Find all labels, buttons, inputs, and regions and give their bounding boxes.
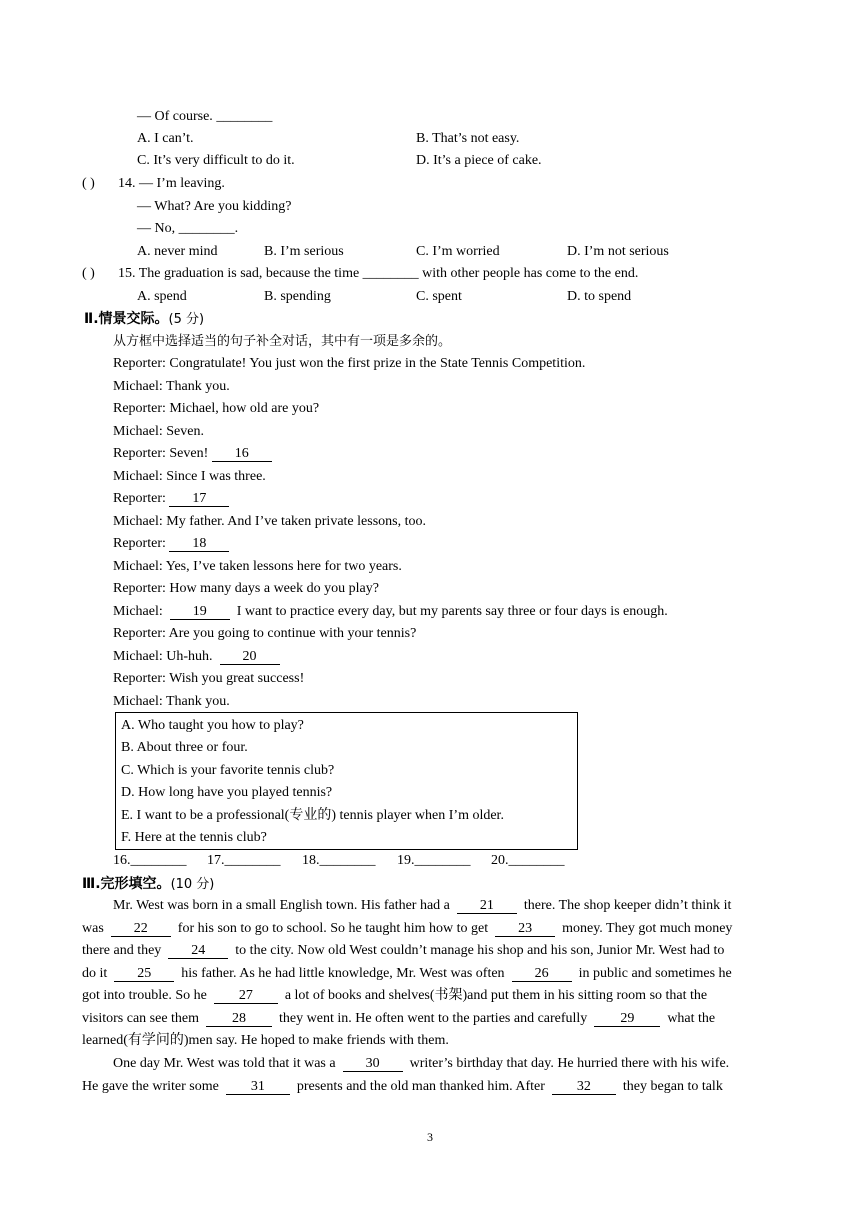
dialogue-line: Michael: Uh-huh. 20 (113, 648, 280, 666)
blank-28[interactable]: 28 (206, 1011, 272, 1027)
q13-reply: — Of course. ________ (137, 109, 273, 124)
option-e: E. I want to be a professional(专业的) tennis player when I’m older. (121, 808, 504, 823)
dialogue-line: Reporter: Seven! 16 (113, 445, 272, 463)
blank-32[interactable]: 32 (552, 1079, 616, 1095)
section3-score: (10 分) (170, 877, 215, 892)
passage-line: He gave the writer some 31 presents and the old man thanked him. After 32 they began to talk (82, 1079, 723, 1094)
dialogue-line: Reporter: Wish you great success! (113, 671, 305, 686)
answer-20[interactable]: 20.________ (491, 853, 565, 868)
blank-23[interactable]: 23 (495, 921, 555, 937)
section2-score: (5 分) (168, 312, 205, 327)
q14-option-a: A. never mind (137, 244, 218, 259)
q13-option-c: C. It’s very difficult to do it. (137, 153, 295, 168)
dialogue-line: Reporter: 17 (113, 490, 229, 508)
blank-20[interactable]: 20 (220, 649, 280, 665)
blank-21[interactable]: 21 (457, 898, 517, 914)
passage-line: there and they 24 to the city. Now old West couldn’t manage his shop and his son, Junior Mr. West had to (82, 943, 725, 958)
dialogue-line: Michael: My father. And I’ve taken private lessons, too. (113, 514, 426, 529)
dialogue-line: Michael: Seven. (113, 424, 204, 439)
passage-line: was 22 for his son to go to school. So he taught him how to get 23 money. They got much money (82, 921, 733, 936)
blank-18[interactable]: 18 (169, 536, 229, 552)
dialogue-line: Michael: Thank you. (113, 379, 230, 394)
section2-heading: Ⅱ.情景交际。(5 分) (84, 311, 205, 327)
dialogue-line: Michael: 19 I want to practice every day, but my parents say three or four days is enough. (113, 604, 668, 619)
q15-option-a: A. spend (137, 289, 187, 304)
option-c: C. Which is your favorite tennis club? (121, 763, 335, 778)
option-a: A. Who taught you how to play? (121, 718, 304, 733)
blank-17[interactable]: 17 (169, 491, 229, 507)
answer-17[interactable]: 17.________ (207, 853, 281, 868)
page-number: 3 (427, 1130, 433, 1144)
option-d: D. How long have you played tennis? (121, 785, 333, 800)
q14-line2: — What? Are you kidding? (137, 199, 292, 214)
passage-line: Mr. West was born in a small English town. His father had a 21 there. The shop keeper didn’t think it (113, 898, 732, 913)
blank-25[interactable]: 25 (114, 966, 174, 982)
dialogue-line: Michael: Since I was three. (113, 469, 266, 484)
blank-16[interactable]: 16 (212, 446, 272, 462)
blank-19[interactable]: 19 (170, 604, 230, 620)
q13-option-a: A. I can’t. (137, 131, 194, 146)
q14-option-d: D. I’m not serious (567, 244, 669, 259)
dialogue-line: Michael: Thank you. (113, 694, 230, 709)
blank-27[interactable]: 27 (214, 988, 278, 1004)
blank-29[interactable]: 29 (594, 1011, 660, 1027)
option-b: B. About three or four. (121, 740, 248, 755)
section2-instruction: 从方框中选择适当的句子补全对话，其中有一项是多余的。 (113, 334, 452, 349)
dialogue-line: Reporter: Are you going to continue with your tennis? (113, 626, 417, 641)
section3-heading: Ⅲ.完形填空。(10 分) (82, 876, 215, 892)
dialogue-line: Michael: Yes, I’ve taken lessons here for two years. (113, 559, 402, 574)
option-f: F. Here at the tennis club? (121, 830, 267, 845)
blank-26[interactable]: 26 (512, 966, 572, 982)
dialogue-line: Reporter: Michael, how old are you? (113, 401, 320, 416)
q14-option-c: C. I’m worried (416, 244, 500, 259)
passage-line: visitors can see them 28 they went in. He often went to the parties and carefully 29 what the (82, 1011, 716, 1026)
answer-16[interactable]: 16.________ (113, 853, 187, 868)
q13-option-b: B. That’s not easy. (416, 131, 520, 146)
blank-31[interactable]: 31 (226, 1079, 290, 1095)
q15-option-d: D. to spend (567, 289, 632, 304)
answer-18[interactable]: 18.________ (302, 853, 376, 868)
q15-option-c: C. spent (416, 289, 462, 304)
passage-line: One day Mr. West was told that it was a 30 writer’s birthday that day. He hurried there with his wife. (113, 1056, 730, 1071)
passage-line: learned(有学问的)men say. He hoped to make friends with them. (82, 1033, 449, 1048)
dialogue-line: Reporter: 18 (113, 535, 229, 553)
dialogue-line: Reporter: How many days a week do you play? (113, 581, 379, 596)
blank-24[interactable]: 24 (168, 943, 228, 959)
q15-answer-paren[interactable]: ( ) (82, 266, 95, 281)
answer-19[interactable]: 19.________ (397, 853, 471, 868)
q14-line3: — No, ________. (137, 221, 239, 236)
q13-blank: ________ (216, 109, 273, 124)
dialogue-line: Reporter: Congratulate! You just won the first prize in the State Tennis Competition. (113, 356, 586, 371)
passage-line: got into trouble. So he 27 a lot of books and shelves(书架)and put them in his sitting room so that the (82, 988, 708, 1003)
passage-line: do it 25 his father. As he had little knowledge, Mr. West was often 26 in public and sometimes he (82, 966, 732, 981)
q15-stem: 15. The graduation is sad, because the time ________ with other people has come to the end. (118, 266, 639, 281)
q14-option-b: B. I’m serious (264, 244, 344, 259)
q13-option-d: D. It’s a piece of cake. (416, 153, 542, 168)
q15-option-b: B. spending (264, 289, 331, 304)
blank-22[interactable]: 22 (111, 921, 171, 937)
blank-30[interactable]: 30 (343, 1056, 403, 1072)
q14-answer-paren[interactable]: ( ) (82, 176, 95, 191)
q14-stem: 14. — I’m leaving. (118, 176, 225, 191)
